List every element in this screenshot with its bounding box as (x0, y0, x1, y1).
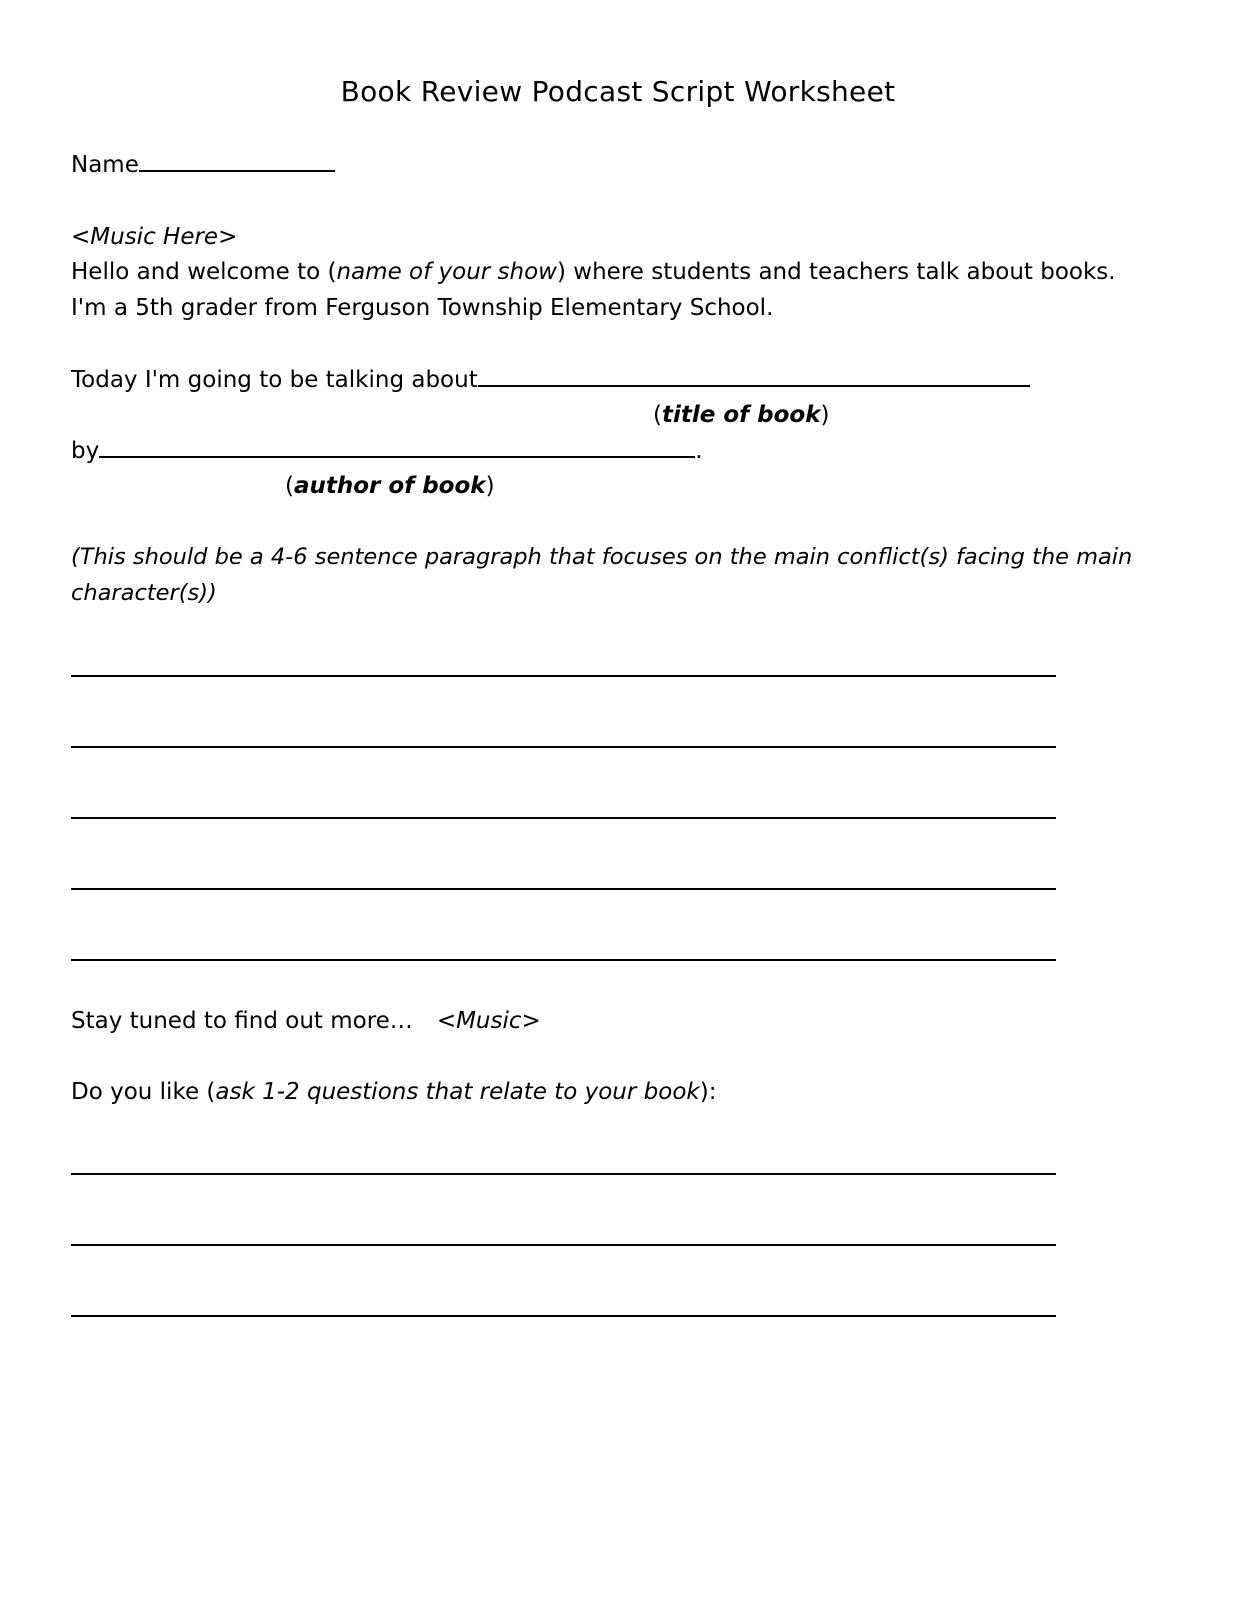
answer-line[interactable] (71, 746, 1056, 748)
paren-open: ( (285, 473, 294, 499)
music-cue-2: <Music> (436, 1008, 541, 1034)
questions-text-start: Do you like ( (71, 1079, 216, 1105)
by-label: by (71, 438, 100, 464)
paragraph-instruction-line-1: (This should be a 4-6 sentence paragraph that focuses on the main conflict(s) facing the main (71, 544, 1133, 570)
question-line[interactable] (71, 1173, 1056, 1175)
questions-text-end: ): (699, 1079, 717, 1105)
answer-line[interactable] (71, 817, 1056, 819)
question-line[interactable] (71, 1244, 1056, 1246)
today-line (71, 369, 1030, 392)
question-line[interactable] (71, 1315, 1056, 1317)
answer-line[interactable] (71, 675, 1056, 677)
questions-line (71, 1081, 716, 1104)
paren-close: ) (820, 402, 830, 428)
name-label: Name (71, 152, 139, 178)
questions-prompt: ask 1-2 questions that relate to your book (215, 1079, 700, 1105)
music-cue: <Music Here> (71, 224, 238, 250)
book-title-blank[interactable] (478, 384, 1030, 387)
name-blank[interactable] (139, 169, 335, 172)
today-label: Today I'm going to be talking about (71, 367, 478, 393)
paren-close: ) (485, 473, 495, 499)
author-hint (285, 475, 495, 498)
author-line (71, 440, 703, 463)
author-blank[interactable] (99, 455, 695, 458)
intro-text-end: ) where students and teachers talk about books. (557, 259, 1116, 285)
intro-text-start: Hello and welcome to ( (71, 259, 337, 285)
title-hint-text: title of book (661, 402, 821, 428)
intro-line-2: I'm a 5th grader from Ferguson Township Elementary School. (71, 295, 774, 321)
author-hint-text: author of book (293, 473, 486, 499)
stay-tuned-text: Stay tuned to find out more… (71, 1008, 413, 1034)
answer-line[interactable] (71, 888, 1056, 890)
paragraph-instruction-line-2: character(s)) (71, 580, 217, 606)
show-name-prompt: name of your show (336, 259, 557, 285)
intro-line-1 (71, 261, 1116, 284)
title-hint (653, 404, 830, 427)
paren-open: ( (653, 402, 662, 428)
period: . (695, 438, 703, 464)
stay-tuned-line (71, 1010, 541, 1033)
page-title: Book Review Podcast Script Worksheet (340, 75, 896, 108)
name-field (71, 154, 335, 177)
answer-line[interactable] (71, 959, 1056, 961)
